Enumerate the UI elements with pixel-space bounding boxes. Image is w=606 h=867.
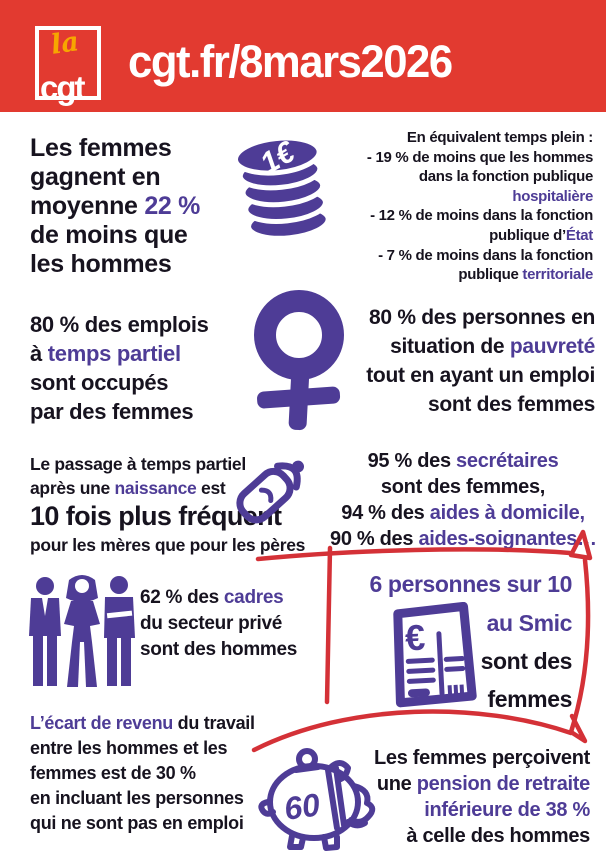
header-band xyxy=(0,0,606,112)
cgt-logo-la-text: la xyxy=(48,26,81,61)
payslip-icon xyxy=(384,602,484,708)
stat-ecart-revenu: L’écart de revenu du travail entre les hommes et les femmes est de 30 % en incluant les personnes qui ne sont pas en emploi xyxy=(30,713,255,833)
stat-cadres: 62 % des cadres du secteur privé sont des hommes xyxy=(140,587,298,660)
baby-bottle-icon xyxy=(228,446,316,534)
stat-fonction-publique: En équivalent temps plein : - 19 % de moins que les hommes dans la fonction publique hospitalière - 12 % de moins dans la fonction publique d’État - 7 % de moins dans la fonction publique territoriale xyxy=(366,129,593,284)
stat-smic-line1: 6 personnes sur 10 xyxy=(369,571,572,597)
stat-smic-line3: sont des xyxy=(480,648,572,674)
stat-smic-line2: au Smic xyxy=(486,610,572,636)
coin-stack-icon xyxy=(233,117,335,245)
stat-temps-partiel: 80 % des emplois à temps partiel sont occupés par des femmes xyxy=(30,312,209,424)
stat-retraite: Les femmes perçoivent une pension de retraite inférieure de 38 % à celle des hommes xyxy=(373,747,590,847)
campaign-url: cgt.fr/8mars2026 xyxy=(128,36,452,87)
piggy-60-label: 60 xyxy=(281,786,323,827)
executives-people-icon xyxy=(28,574,136,690)
stat-pay-gap: Les femmes gagnent en moyenne 22 % de moins que les hommes xyxy=(30,134,201,278)
stat-naissance: Le passage à temps partiel après une naissance est 10 fois plus fréquent pour les mères que pour les pères xyxy=(30,454,306,555)
stat-smic-line4: femmes xyxy=(487,686,572,712)
cgt-logo xyxy=(35,26,101,106)
payslip-euro-symbol: € xyxy=(403,616,427,659)
stat-pauvrete: 80 % des personnes en situation de pauvreté tout en ayant un emploi sont des femmes xyxy=(366,306,595,416)
female-symbol-icon xyxy=(243,288,350,434)
coin-value-label: 1€ xyxy=(254,135,301,181)
stat-metiers: 95 % des secrétaires sont des femmes, 94 % des aides à domicile, 90 % des aides-soignantes… xyxy=(330,450,597,550)
cgt-logo-cgt-text: cgt xyxy=(40,69,84,106)
